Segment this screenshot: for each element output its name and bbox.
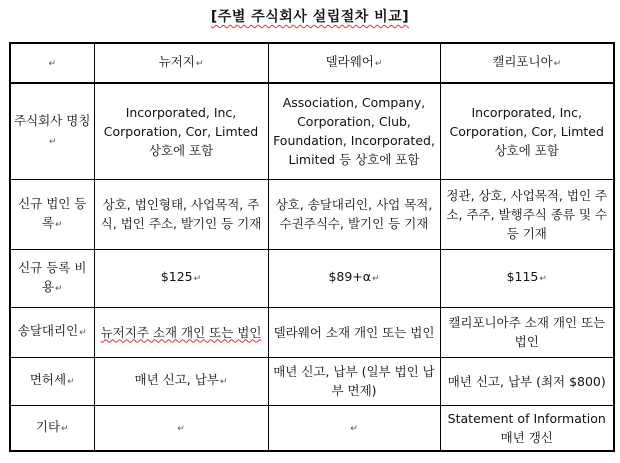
table-cell: $89+α↵ <box>268 249 440 307</box>
table-cell: Association, Company, Corporation, Club, Foundation, Incorporated, Limited 등 상호에 포함 <box>268 83 440 179</box>
header-california: 캘리포니아↵ <box>440 43 614 83</box>
table-cell: 캘리포니아주 소재 개인 또는 법인 <box>440 307 614 357</box>
document-title <box>0 6 620 26</box>
table-cell: $125↵ <box>94 249 268 307</box>
table-cell: Incorporated, Inc, Corporation, Cor, Limted 상호에 포함 <box>440 83 614 179</box>
row-label: 신규 법인 등록↵ <box>10 179 94 249</box>
table-row <box>10 179 614 249</box>
table-cell: 매년 신고, 납부 (일부 법인 납부 면제) <box>268 357 440 405</box>
table-cell: ↵ <box>94 405 268 451</box>
table-row <box>10 83 614 179</box>
header-corner-cell <box>10 43 94 83</box>
row-label: 송달대리인↵ <box>10 307 94 357</box>
table-cell: 상호, 송달대리인, 사업 목적, 수권주식수, 발기인 등 기재 <box>268 179 440 249</box>
table-cell: 정관, 상호, 사업목적, 법인 주소, 주주, 발행주식 종류 및 수 등 기재 <box>440 179 614 249</box>
table-cell: 뉴저지주 소재 개인 또는 법인 <box>94 307 268 357</box>
table-cell: 상호, 법인형태, 사업목적, 주식, 법인 주소, 발기인 등 기재 <box>94 179 268 249</box>
table-header-row <box>10 43 614 83</box>
header-delaware: 델라웨어↵ <box>268 43 440 83</box>
table-cell: ↵ <box>268 405 440 451</box>
document-title-text: [주별 주식회사 설립절차 비교] <box>210 9 410 25</box>
table-cell: Statement of Information 매년 갱신 <box>440 405 614 451</box>
table-row <box>10 405 614 451</box>
table-row <box>10 307 614 357</box>
row-label: 신규 등록 비용↵ <box>10 249 94 307</box>
comparison-table <box>9 42 615 452</box>
table-row <box>10 357 614 405</box>
table-cell: 델라웨어 소재 개인 또는 법인 <box>268 307 440 357</box>
table-cell: 매년 신고, 납부↵ <box>94 357 268 405</box>
row-label: 기타↵ <box>10 405 94 451</box>
paragraph-mark: ↵ <box>48 59 57 69</box>
table-cell: 매년 신고, 납부 (최저 $800) <box>440 357 614 405</box>
table-cell: $115↵ <box>440 249 614 307</box>
table-row <box>10 249 614 307</box>
table-cell: Incorporated, Inc, Corporation, Cor, Limted 상호에 포함 <box>94 83 268 179</box>
row-label: 면허세↵ <box>10 357 94 405</box>
header-new-jersey: 뉴저지↵ <box>94 43 268 83</box>
row-label: 주식회사 명칭↵ <box>10 83 94 179</box>
